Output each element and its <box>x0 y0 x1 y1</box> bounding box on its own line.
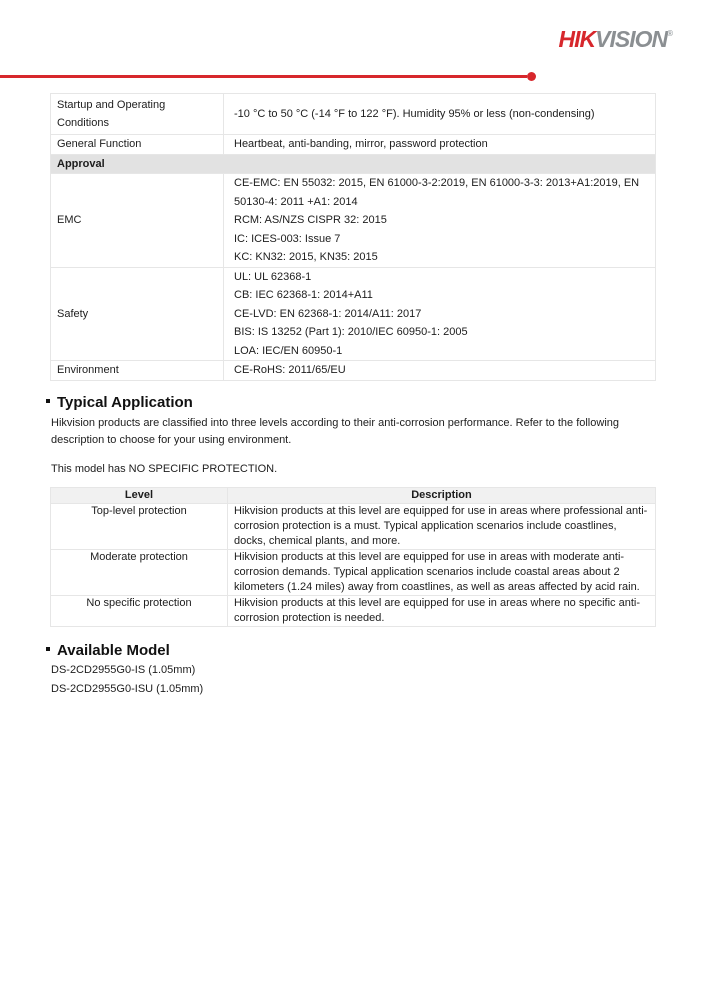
column-header-description: Description <box>228 488 656 504</box>
safety-line: CE-LVD: EN 62368-1: 2014/A11: 2017 <box>234 307 422 320</box>
square-bullet-icon <box>46 399 50 403</box>
table-header-row <box>51 488 656 504</box>
section-title-text: Typical Application <box>57 394 193 411</box>
hikvision-logo <box>559 26 674 53</box>
typical-application-intro: Hikvision products are classified into three levels according to their anti-corrosion performance. Refer to the following description to choose for your using environment. <box>51 417 619 446</box>
square-bullet-icon <box>46 647 50 651</box>
table-row <box>51 361 656 381</box>
protection-level-table <box>50 487 656 627</box>
emc-line: CE-EMC: EN 55032: 2015, EN 61000-3-2:2019, EN 61000-3-3: 2013+A1:2019, EN 50130-4: 2011 +A1: 2014 <box>234 177 640 208</box>
section-title-text: Available Model <box>57 642 170 659</box>
level-none: No specific protection <box>51 596 228 627</box>
emc-line: RCM: AS/NZS CISPR 32: 2015 <box>234 214 387 226</box>
description-none: Hikvision products at this level are equipped for use in areas where no specific anti-corrosion protection is needed. <box>228 596 656 627</box>
model-number: DS-2CD2955G0-IS (1.05mm) <box>51 664 196 676</box>
table-row <box>51 550 656 596</box>
description-moderate: Hikvision products at this level are equipped for use in areas with moderate anti-corrosion demands. Typical application scenarios include coastal areas about 2 kilometers (1.24 miles) away from coastlines, as well as areas affected by acid rain. <box>228 550 656 596</box>
header-rule <box>0 75 527 78</box>
spec-value-startup-conditions: -10 °C to 50 °C (-14 °F to 122 °F). Humidity 95% or less (non-condensing) <box>224 94 656 135</box>
description-top: Hikvision products at this level are equipped for use in areas where professional anti-corrosion protection is a must. Typical application scenarios include coastlines, docks, chemical plants, and more. <box>228 504 656 550</box>
spec-label-safety: Safety <box>51 267 224 361</box>
level-moderate: Moderate protection <box>51 550 228 596</box>
spec-value-emc <box>224 174 656 268</box>
available-model-section <box>46 642 662 696</box>
spec-value-general-function: Heartbeat, anti-banding, mirror, password protection <box>224 135 656 155</box>
typical-application-section <box>46 394 662 477</box>
table-row <box>51 504 656 550</box>
emc-line: IC: ICES-003: Issue 7 <box>234 232 341 245</box>
safety-line: LOA: IEC/EN 60950-1 <box>234 344 343 357</box>
registered-trademark-icon: ® <box>667 29 673 38</box>
table-row <box>51 94 656 135</box>
table-row <box>51 596 656 627</box>
section-header-label: Approval <box>51 154 656 174</box>
logo-hik-text: HIK <box>558 26 596 52</box>
emc-line: KC: KN32: 2015, KN35: 2015 <box>234 251 378 263</box>
safety-line: CB: IEC 62368-1: 2014+A11 <box>234 289 373 301</box>
spec-value-safety <box>224 267 656 361</box>
section-title-available-model <box>46 642 662 659</box>
specification-table <box>50 93 656 381</box>
table-row <box>51 267 656 361</box>
table-row <box>51 174 656 268</box>
protection-note: This model has NO SPECIFIC PROTECTION. <box>51 463 278 475</box>
table-row <box>51 135 656 155</box>
spec-label-emc: EMC <box>51 174 224 268</box>
spec-label-general-function: General Function <box>51 135 224 155</box>
column-header-level: Level <box>51 488 228 504</box>
safety-line: UL: UL 62368-1 <box>234 270 312 283</box>
safety-line: BIS: IS 13252 (Part 1): 2010/IEC 60950-1: 2005 <box>234 326 468 338</box>
level-top: Top-level protection <box>51 504 228 550</box>
model-number: DS-2CD2955G0-ISU (1.05mm) <box>51 682 204 695</box>
spec-value-environment: CE-RoHS: 2011/65/EU <box>224 361 656 381</box>
spec-label-environment: Environment <box>51 361 224 381</box>
logo-vision-text: VISION <box>595 26 668 52</box>
spec-label-startup-conditions: Startup and Operating Conditions <box>51 94 224 135</box>
table-section-header-approval <box>51 154 656 174</box>
section-title-typical-application <box>46 394 662 411</box>
rule-dot-icon <box>527 72 536 81</box>
